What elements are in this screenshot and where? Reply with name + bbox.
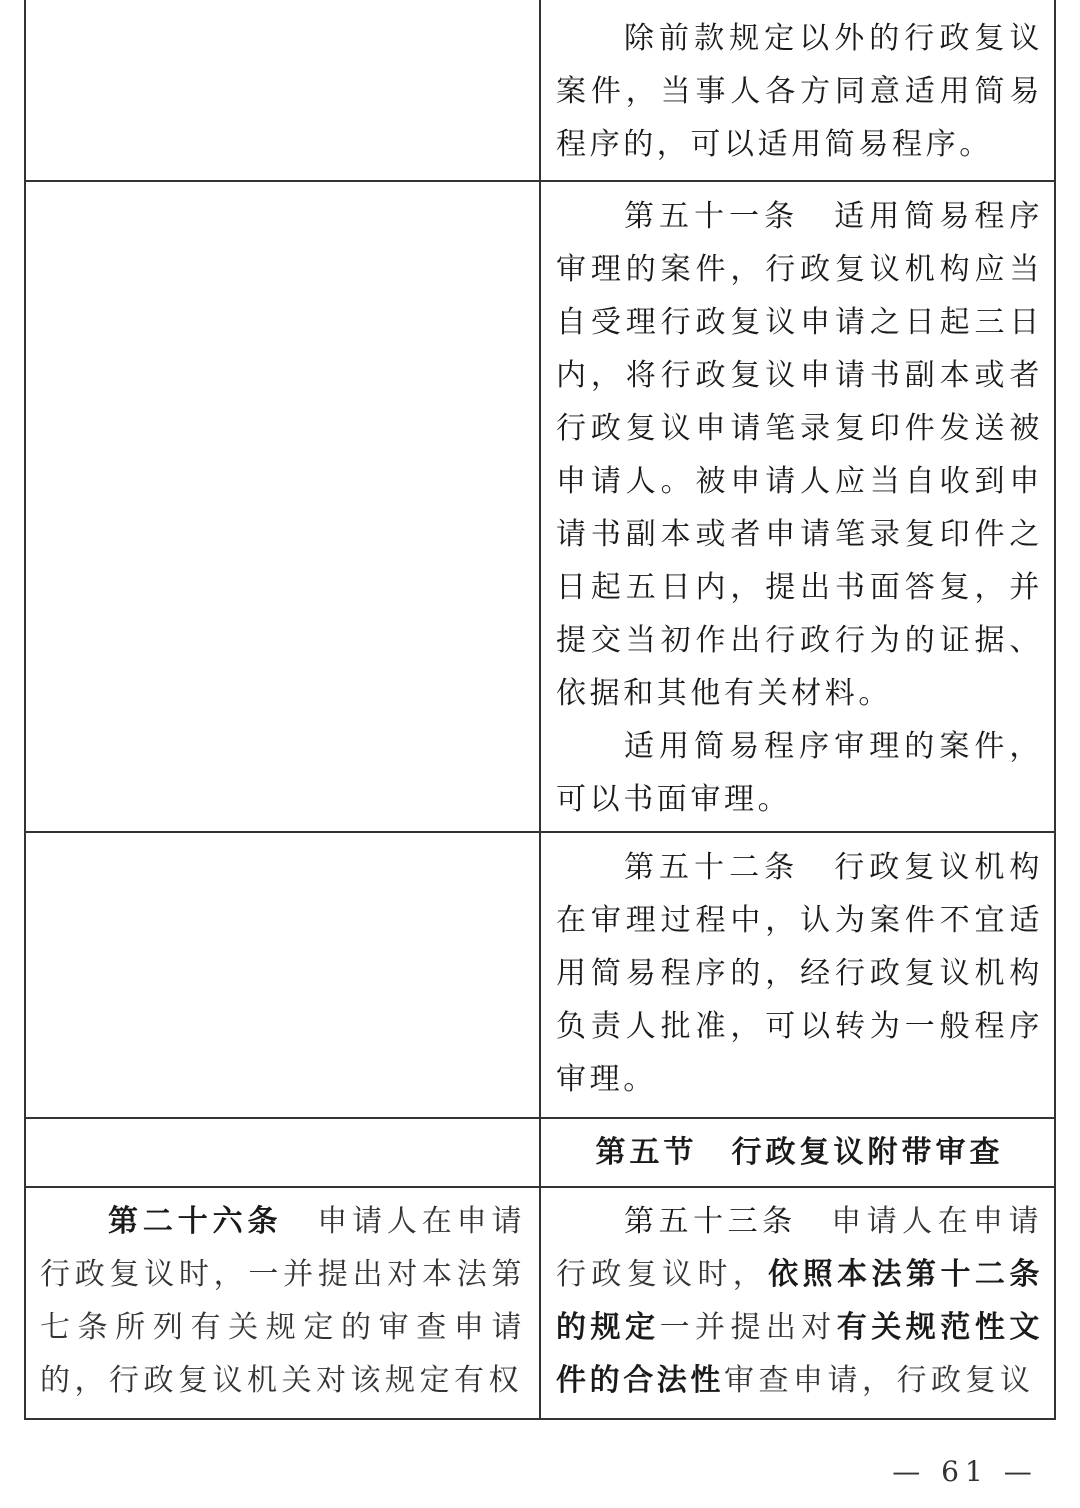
text-segment: 审查申请，行政复议: [724, 1363, 1035, 1398]
highlighted-segment: 依照本法第十二条的规定: [556, 1257, 1043, 1345]
article-heading: 第二十六条: [108, 1204, 283, 1239]
row1-right-cell: [556, 12, 1043, 171]
column-divider: [539, 0, 541, 1420]
row-divider: [24, 1186, 1056, 1188]
row-divider: [24, 1117, 1056, 1119]
page-number: — 61 —: [892, 1455, 1038, 1488]
article-heading: 第五十一条: [624, 199, 800, 234]
article-51: [556, 190, 1043, 720]
section-heading: 第五节 行政复议附带审查: [595, 1135, 1004, 1170]
article-body: 适用简易程序审理的案件，行政复议机构应当自受理行政复议申请之日起三日内，将行政复议申请书副本或者行政复议申请笔录复印件发送被申请人。被申请人应当自收到申请书副本或者申请笔录复印件之日起五日内，提出书面答复，并提交当初作出行政行为的证据、依据和其他有关材料。: [556, 199, 1044, 711]
text-segment: 申请人在申请行政复议时，: [556, 1204, 1044, 1292]
paragraph: 除前款规定以外的行政复议案件，当事人各方同意适用简易程序的，可以适用简易程序。: [556, 21, 1043, 162]
article-heading: 第五十二条: [624, 850, 800, 885]
article-53-new: [556, 1195, 1043, 1407]
row-divider: [24, 831, 1056, 833]
row-divider: [24, 180, 1056, 182]
section-heading-cell: [556, 1126, 1043, 1179]
highlighted-segment: 有关规范性文件的合法性: [556, 1310, 1043, 1398]
article-26-old: [40, 1195, 526, 1407]
article-body: 申请人在申请行政复议时，一并提出对本法第七条所列有关规定的审查申请的，行政复议机关对该规定有权: [40, 1204, 527, 1398]
article-52: [556, 841, 1043, 1106]
paragraph: 适用简易程序审理的案件，可以书面审理。: [556, 729, 1043, 817]
row5-right-cell: [556, 1195, 1043, 1407]
article-body: 行政复议机构在审理过程中，认为案件不宜适用简易程序的，经行政复议机构负责人批准，可以转为一般程序审理。: [556, 850, 1044, 1097]
row3-right-cell: [556, 841, 1043, 1106]
row2-right-cell: [556, 190, 1043, 826]
text-segment: 一并提出对: [659, 1310, 837, 1345]
row5-left-cell: [40, 1195, 526, 1407]
article-heading: 第五十三条: [624, 1204, 797, 1239]
